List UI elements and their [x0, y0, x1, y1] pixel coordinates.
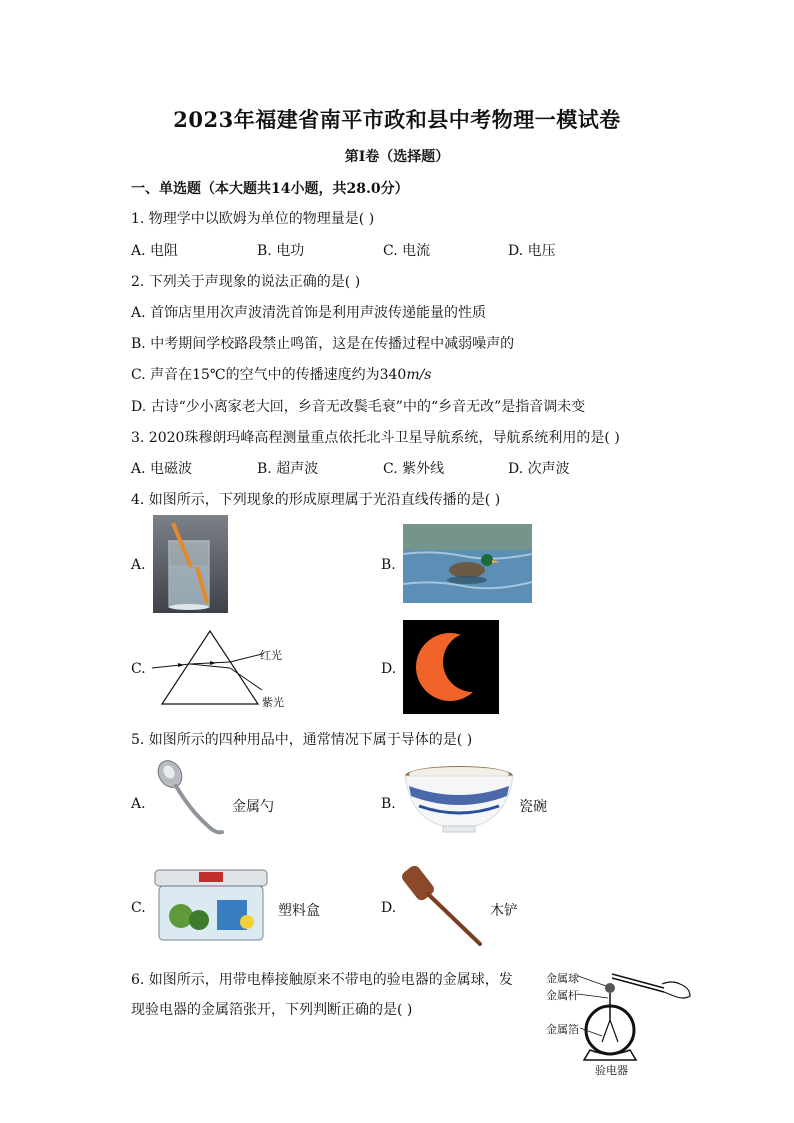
- q3-option-a: A. 电磁波: [131, 461, 193, 477]
- q6-stem-line1: 6. 如图所示，用带电棒接触原来不带电的验电器的金属球，发: [131, 972, 513, 988]
- q4-option-b: B.: [381, 557, 396, 573]
- q1-option-b: B. 电功: [257, 243, 305, 259]
- q5-option-a: A.: [131, 796, 146, 812]
- q2-option-b: B. 中考期间学校路段禁止鸣笛，这是在传播过程中减弱噪声的: [131, 336, 515, 352]
- q4-option-c: C.: [131, 661, 146, 677]
- duck-on-water-image: [403, 524, 532, 603]
- q1-option-d: D. 电压: [508, 243, 556, 259]
- q6-stem-line2: 现验电器的金属箔张开，下列判断正确的是( ): [131, 1002, 413, 1018]
- q2-option-c-text: C. 声音在15℃的空气中的传播速度约为340: [131, 367, 407, 383]
- porcelain-bowl-image: [401, 762, 517, 840]
- violet-light-label: 紫光: [262, 696, 284, 709]
- q4-option-a: A.: [131, 557, 146, 573]
- q1-option-c: C. 电流: [383, 243, 431, 259]
- exam-title: 2023年福建省南平市政和县中考物理一模试卷: [173, 107, 621, 132]
- q3-option-d: D. 次声波: [508, 461, 570, 477]
- q2-option-c: [131, 364, 432, 384]
- part-title: 第Ⅰ卷（选择题）: [344, 149, 450, 165]
- red-light-label: 红光: [260, 649, 282, 662]
- q3-option-b: B. 超声波: [257, 461, 319, 477]
- q5-stem: 5. 如图所示的四种用品中，通常情况下属于导体的是( ): [131, 732, 473, 748]
- metal-spoon-image: [150, 758, 230, 840]
- pencil-in-glass-image: [153, 515, 228, 613]
- plastic-box-image: [151, 866, 271, 944]
- q5-option-d: D.: [381, 900, 397, 916]
- wooden-spatula-caption: 木铲: [490, 903, 518, 919]
- plastic-box-caption: 塑料盒: [278, 903, 320, 919]
- q2-option-a: A. 首饰店里用次声波清洗首饰是利用声波传递能量的性质: [131, 305, 487, 321]
- q2-option-d: D. 古诗“少小离家老大回，乡音无改鬓毛衰”中的“乡音无改”是指音调未变: [131, 399, 586, 415]
- q4-option-d: D.: [381, 661, 397, 677]
- q3-stem: 3. 2020珠穆朗玛峰高程测量重点依托北斗卫星导航系统，导航系统利用的是( ): [131, 430, 620, 446]
- q3-option-c: C. 紫外线: [383, 461, 445, 477]
- q2-unit: m/s: [406, 367, 432, 383]
- porcelain-bowl-caption: 瓷碗: [519, 799, 547, 815]
- section-heading: 一、单选题（本大题共14小题，共28.0分）: [131, 181, 409, 197]
- electroscope-label: 验电器: [595, 1064, 628, 1077]
- solar-eclipse-image: [403, 620, 499, 714]
- q1-stem: 1. 物理学中以欧姆为单位的物理量是( ): [131, 211, 375, 227]
- q5-option-b: B.: [381, 796, 396, 812]
- metal-spoon-caption: 金属勺: [232, 799, 274, 815]
- q5-option-c: C.: [131, 900, 146, 916]
- q1-option-a: A. 电阻: [131, 243, 179, 259]
- metal-ball-label: 金属球: [546, 972, 579, 985]
- metal-foil-label: 金属箔: [546, 1023, 579, 1036]
- wooden-spatula-image: [402, 862, 488, 950]
- q4-stem: 4. 如图所示，下列现象的形成原理属于光沿直线传播的是( ): [131, 492, 501, 508]
- metal-rod-label: 金属杆: [546, 989, 579, 1002]
- q2-stem: 2. 下列关于声现象的说法正确的是( ): [131, 274, 361, 290]
